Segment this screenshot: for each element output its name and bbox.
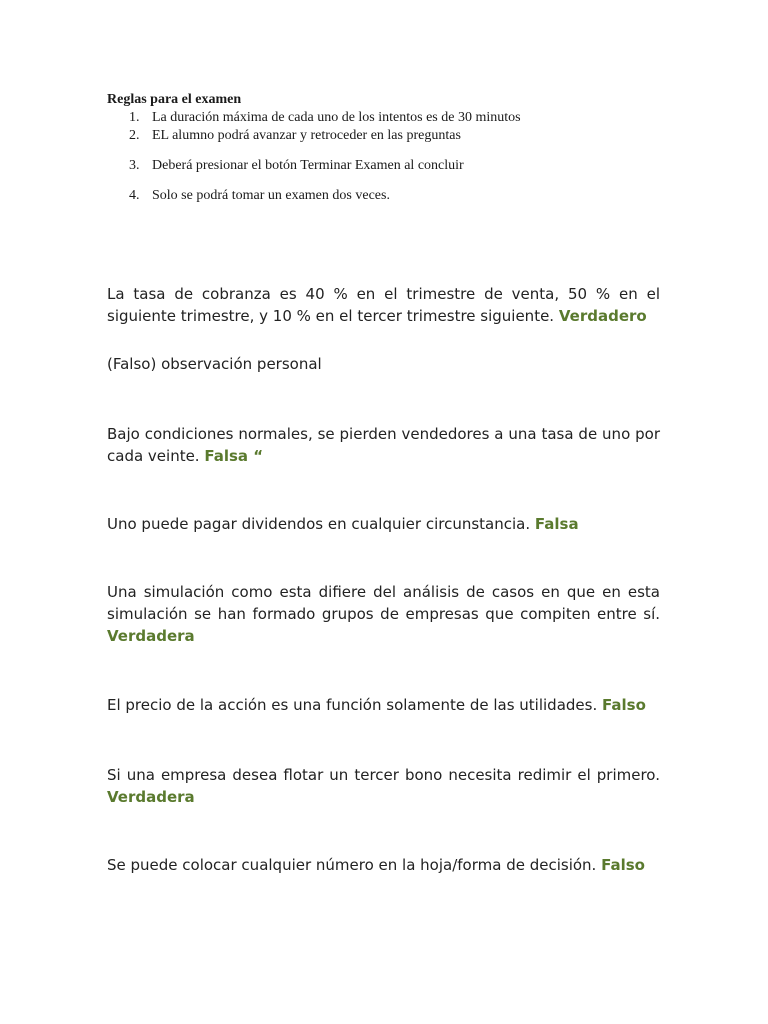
rule-text: Deberá presionar el botón Terminar Examen al concluir [152,158,464,173]
rule-number: 4. [129,188,140,203]
answer-label: Verdadera [107,627,195,645]
question-text: Una simulación como esta difiere del análisis de casos en que en esta simulación se han formado grupos de empresas que compiten entre sí. [107,583,660,623]
answer-label: Falsa [534,515,579,533]
question-text: Si una empresa desea flotar un tercer bono necesita redimir el primero. [107,766,660,784]
rule-number: 2. [129,128,140,143]
question-text: Uno puede pagar dividendos en cualquier circunstancia. [107,515,531,533]
question-6 [107,694,660,716]
rules-title: Reglas para el examen [107,92,242,107]
question-2 [107,353,660,375]
question-text: Bajo condiciones normales, se pierden vendedores a una tasa de uno por cada veinte. [107,425,660,465]
rule-number: 1. [129,110,140,125]
question-3 [107,423,660,467]
question-text: El precio de la acción es una función solamente de las utilidades. [107,696,598,714]
rule-item [107,157,667,175]
rule-item [107,127,667,145]
question-8 [107,854,660,876]
question-text: (Falso) observación personal [107,355,322,373]
question-1 [107,283,660,327]
question-4 [107,513,660,535]
rule-number: 3. [129,158,140,173]
rules-list [107,109,667,205]
answer-label: Falso [601,856,645,874]
answer-label: Verdadera [107,788,195,806]
answer-label: Falso [602,696,646,714]
rule-item [107,109,667,127]
answer-label: Falsa “ [204,447,264,465]
rule-text: EL alumno podrá avanzar y retroceder en las preguntas [152,128,461,143]
question-text: La tasa de cobranza es 40 % en el trimestre de venta, 50 % en el siguiente trimestre, y 10 % en el tercer trimestre siguiente. [107,285,660,325]
exam-rules [107,91,667,205]
rule-text: Solo se podrá tomar un examen dos veces. [152,188,390,203]
answer-label: Verdadero [558,307,647,325]
rule-text: La duración máxima de cada uno de los intentos es de 30 minutos [152,110,521,125]
question-5 [107,581,660,647]
question-7 [107,764,660,808]
question-text: Se puede colocar cualquier número en la hoja/forma de decisión. [107,856,597,874]
rule-item [107,187,667,205]
